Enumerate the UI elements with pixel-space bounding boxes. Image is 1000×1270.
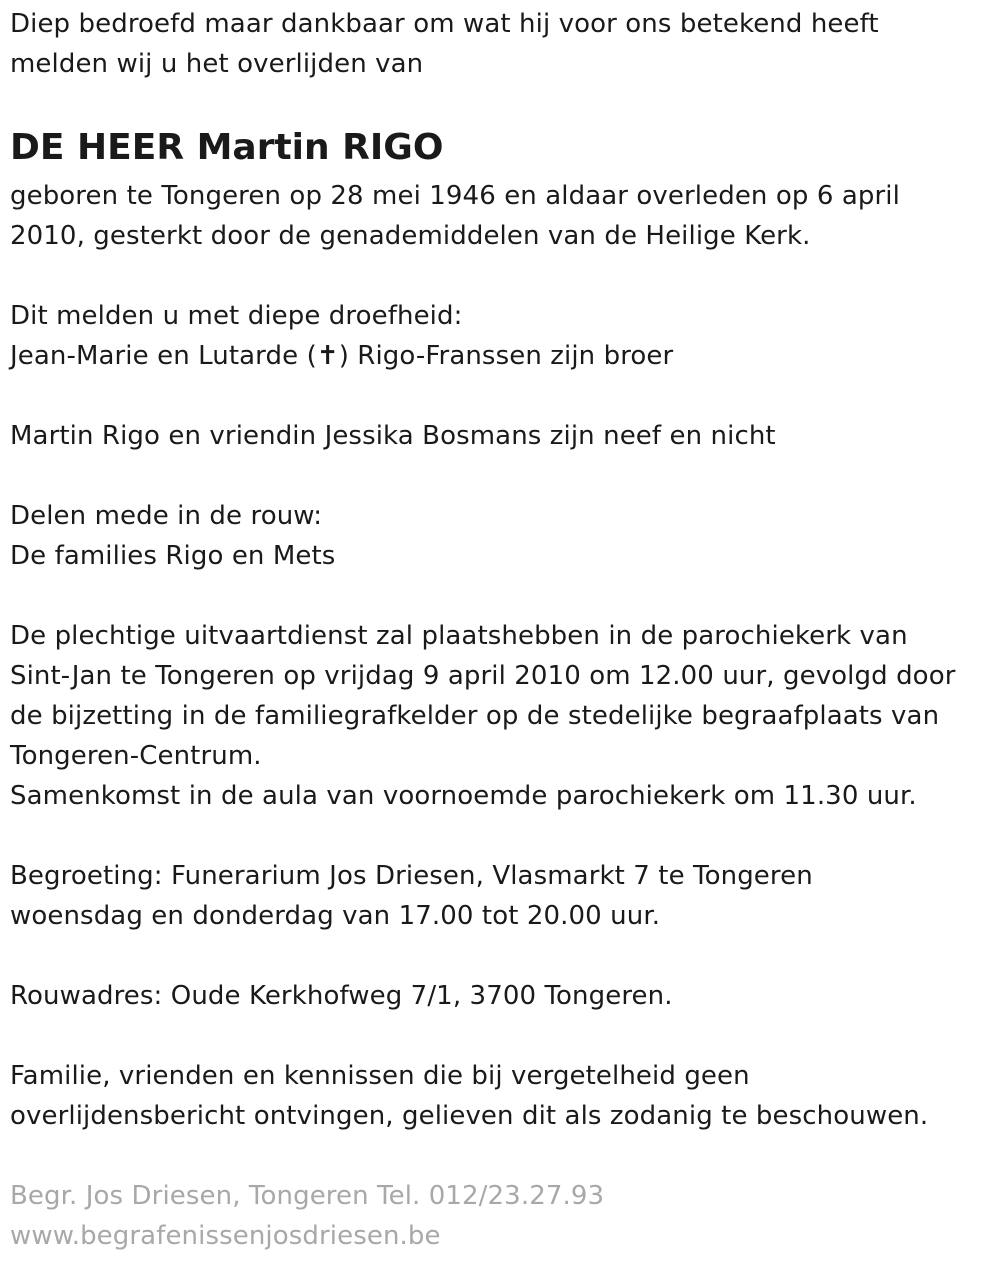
announcers-heading: Dit melden u met diepe droefheid: — [10, 301, 463, 331]
funeral-line-1: De plechtige uitvaartdienst zal plaatshebben in de parochiekerk van — [10, 621, 908, 651]
closing-line-1: Familie, vrienden en kennissen die bij vergetelheid geen — [10, 1061, 750, 1091]
obituary-notice — [10, 4, 990, 1256]
greeting-line-2: woensdag en donderdag van 17.00 tot 20.00 uur. — [10, 901, 661, 931]
birth-line-1: geboren te Tongeren op 28 mei 1946 en aldaar overleden op 6 april — [10, 181, 900, 211]
undertaker-contact: Begr. Jos Driesen, Tongeren Tel. 012/23.27.93 — [10, 1181, 605, 1211]
spacer — [10, 376, 990, 416]
spacer — [10, 816, 990, 856]
spacer — [10, 456, 990, 496]
undertaker-website: www.begrafenissenjosdriesen.be — [10, 1221, 441, 1251]
intro-line-2: melden wij u het overlijden van — [10, 49, 424, 79]
greeting-line-1: Begroeting: Funerarium Jos Driesen, Vlasmarkt 7 te Tongeren — [10, 861, 813, 891]
intro-line-1: Diep bedroefd maar dankbaar om wat hij voor ons betekend heeft — [10, 9, 879, 39]
deceased-name: DE HEER Martin RIGO — [10, 127, 444, 168]
birth-line-2: 2010, gesterkt door de genademiddelen van de Heilige Kerk. — [10, 221, 811, 251]
spacer — [10, 1136, 990, 1176]
announcers-nephew: Martin Rigo en vriendin Jessika Bosmans zijn neef en nicht — [10, 421, 776, 451]
spacer — [10, 1016, 990, 1056]
closing-line-2: overlijdensbericht ontvingen, gelieven dit als zodanig te beschouwen. — [10, 1101, 929, 1131]
spacer — [10, 576, 990, 616]
mourning-address: Rouwadres: Oude Kerkhofweg 7/1, 3700 Tongeren. — [10, 981, 673, 1011]
mourning-heading: Delen mede in de rouw: — [10, 501, 323, 531]
funeral-line-2: Sint-Jan te Tongeren op vrijdag 9 april 2010 om 12.00 uur, gevolgd door — [10, 661, 956, 691]
spacer — [10, 256, 990, 296]
funeral-line-3: de bijzetting in de familiegrafkelder op de stedelijke begraafplaats van — [10, 701, 940, 731]
funeral-line-5: Samenkomst in de aula van voornoemde parochiekerk om 11.30 uur. — [10, 781, 917, 811]
funeral-line-4: Tongeren-Centrum. — [10, 741, 262, 771]
mourning-families: De families Rigo en Mets — [10, 541, 336, 571]
spacer — [10, 936, 990, 976]
announcers-brother: Jean-Marie en Lutarde (✝) Rigo-Franssen zijn broer — [10, 341, 674, 371]
